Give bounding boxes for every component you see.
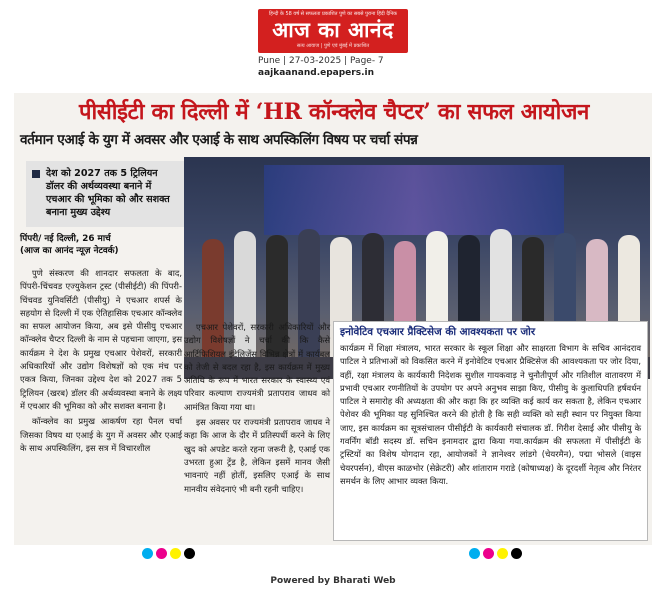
logo-name: आज का आनंद — [272, 17, 394, 42]
registration-marks-left — [142, 544, 198, 556]
highlight-text: देश को 2027 तक 5 ट्रिलियन डॉलर की अर्थव्यवस्था बनाने में एचआर की भूमिका को और सशक्त बनाना मुख्य उद्देश्य — [46, 168, 170, 218]
byline-place: पिंपरी/ नई दिल्ली, 26 मार्च — [20, 234, 111, 244]
registration-marks-right — [469, 544, 525, 556]
sidebar-story-body: कार्यक्रम में शिक्षा मंत्रालय, भारत सरकार के स्कूल शिक्षा और साक्षरता विभाग के सचिव आनंदराव पाटिल ने प्रतिभाओं को विकसित करने में इनोवेटिव एचआर प्रैक्टिसेज की आवश्यकता पर जोर दिया, वहीं, रक्षा मंत्रालय के कार्यकारी निदेशक सुशील गायकवाड़ ने चुनौतीपूर्ण और गतिशील वातावरण में प्रभावी एचआर रणनीतियों के उपयोग पर अपने अनुभव साझा किए, पीसीयु के कुलाधिपति हर्षवर्धन पाटिल ने समारोह की अध्यक्षता की और कहा कि हर व्यक्ति कई कार्य कर सकता है, लेकिन एचआर पेशेवर की भूमिका यह सुनिश्चित करने की होती है कि सही व्यक्ति को सही स्थान पर नियुक्त किया जाए, इस कार्यक्रम का सूत्रसंचालन पीसीईटी के कार्यकारी संचालक डॉ. गिरीश देसाई और पीसीयु के गवर्निंग बॉडी सदस्य डॉ. सचिन इनामदार द्वारा किया गया.कार्यक्रम की सफलता में पीसीईटी के ट्रस्टियों का विशेष योगदान रहा, आयोजकों ने ज्ञानेश्वर लांडगे (चेयरमैन), पद्मा भोसले (वाइस चेयरपर्सन), वीएस काळभोर (सेक्रेटरी) और शांताराम गराडे (कोषाध्यक्ष) के दूरदर्शी नेतृत्व और निरंतर समर्थन के लिए आभार व्यक्त किया. — [340, 343, 641, 486]
paragraph: पुणे संस्करण की शानदार सफलता के बाद, पिंपरी-चिंचवड एज्युकेशन ट्रस्ट (पीसीईटी) की पिंपरी-चिंचवड युनिवर्सिटी (पीसीयु) ने एचआर शपर्स के सहयोग से दिल्ली में एक ऐतिहासिक एचआर कॉन्क्लेव का सफल आयोजन किया, अब इसे पीसीयु एचआर कॉन्क्लेव चैप्टर दिल्ली के नाम से पहचाना जाएगा, इस कार्यक्रम ने देश के प्रमुख एचआर पेशेवरों, सरकारी अधिकारियों और उद्योग विशेषज्ञों को एक मंच पर एकत्र किया, जिनका उद्देश्य देश को 2027 तक 5 ट्रिलियन (खरब) डॉलर की अर्थव्यवस्था बनाने के लक्ष्य में एचआर की भूमिका को और सशक्त बनाना है। — [20, 268, 182, 411]
site-link[interactable]: aajkaanand.epapers.in — [258, 68, 374, 78]
article-subheadline: वर्तमान एआई के युग में अवसर और एआई के साथ अपस्किलिंग विषय पर चर्चा संपन्न — [20, 132, 418, 148]
magenta-dot-icon — [156, 548, 167, 559]
article-column-1 — [20, 267, 182, 457]
paragraph: कॉन्क्लेव का प्रमुख आकर्षण रहा पैनल चर्चा जिसका विषय था एआई के युग में अवसर और एआई के साथ अपस्किलिंग, इस सत्र में विचारशील — [20, 416, 182, 453]
black-dot-icon — [511, 548, 522, 559]
byline — [20, 233, 182, 257]
sidebar-story-title: इनोवेटिव एचआर प्रैक्टिसेज की आवश्यकता पर जोर — [340, 326, 536, 338]
highlight-box — [26, 161, 184, 227]
edition-info — [258, 55, 438, 79]
black-dot-icon — [184, 548, 195, 559]
cyan-dot-icon — [142, 548, 153, 559]
article-column-2 — [184, 321, 330, 498]
masthead — [0, 0, 666, 88]
paragraph: एचआर पेशेवरों, सरकारी अधिकारियों और उद्योग विशेषज्ञों ने चर्चा की कि कैसे आर्टिफिशियल इंटेलिजेंस विभिन्न क्षेत्रों में कार्यबल को तेजी से बदल रहा है, इस कार्यक्रम में मुख्य अतिथि के रूप में भारत सरकार के स्वास्थ्य एवं परिवार कल्याण राज्यमंत्री प्रतापराव जाधव को आमंत्रित किया गया था। — [184, 322, 330, 412]
powered-by-link[interactable]: Powered by Bharati Web — [270, 576, 396, 586]
magenta-dot-icon — [483, 548, 494, 559]
byline-agency: (आज का आनंद न्यूज़ नेटवर्क) — [20, 246, 119, 256]
yellow-dot-icon — [170, 548, 181, 559]
stage-screen — [264, 165, 564, 235]
article-headline: पीसीईटी का दिल्ली में ‘HR कॉन्क्लेव चैप्टर’ का सफल आयोजन — [78, 99, 590, 125]
newspaper-logo[interactable] — [258, 9, 408, 53]
square-bullet-icon — [32, 170, 40, 178]
paragraph: इस अवसर पर राज्यमंत्री प्रतापराव जाधव ने कहा कि आज के दौर में प्रतिस्पर्धी करने के लिए खुद को अपडेट करते रहना जरूरी है, एआई एक उभरता हुआ ट्रेंड है, लेकिन इसमें मानव जैसी भावनाएं नहीं होतीं, इसलिए एआई के साथ मानवीय संवेदनाएं भी बनी रहनी चाहिए। — [184, 417, 330, 494]
sidebar-story — [333, 321, 648, 541]
logo-subtitle: सत्य आवाज | पुणे एवं मुंबई में प्रकाशित — [296, 43, 370, 49]
footer — [0, 560, 666, 604]
cyan-dot-icon — [469, 548, 480, 559]
yellow-dot-icon — [497, 548, 508, 559]
news-clipping[interactable] — [14, 93, 652, 545]
edition-date-page: Pune | 27-03-2025 | Page- 7 — [258, 56, 384, 66]
logo-tagline: हिन्दी के 58 वर्ष से सफलता प्रकाशित पुणे का सबसे पुराना हिंदी दैनिक — [269, 11, 397, 17]
